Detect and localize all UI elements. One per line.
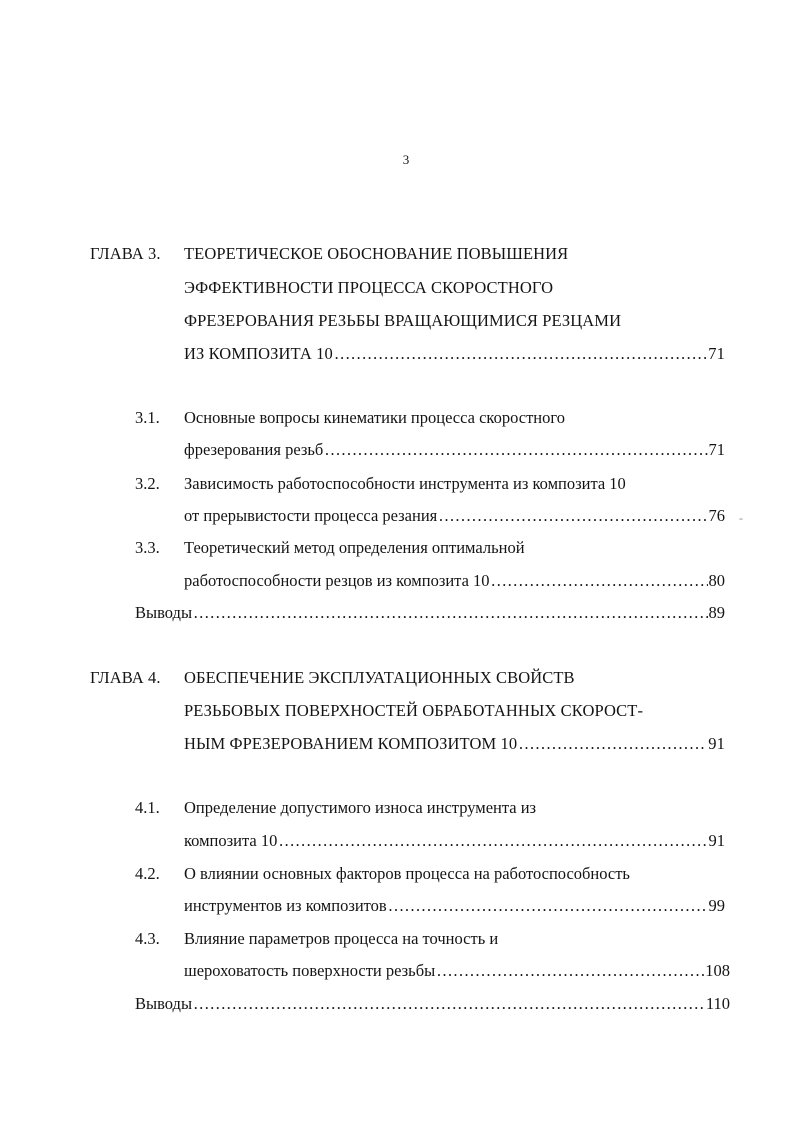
section-3-3-page: 80 bbox=[708, 571, 725, 590]
chapter-3-title-line-4 bbox=[184, 344, 725, 364]
section-3-1-title-text: фрезерования резьб bbox=[184, 440, 324, 459]
section-4-3-title-line-2 bbox=[184, 961, 730, 981]
section-3-2-title-line-1: Зависимость работоспособности инструмента из композита 10 bbox=[184, 474, 626, 493]
leader-dots bbox=[436, 961, 704, 981]
chapter-3-conclusions-page: 89 bbox=[708, 603, 725, 622]
section-4-2-title-line-1: О влиянии основных факторов процесса на работоспособность bbox=[184, 864, 630, 883]
section-4-1-title-line-2 bbox=[184, 831, 725, 851]
leader-dots bbox=[334, 344, 707, 364]
section-3-2-page: 76 bbox=[708, 506, 725, 525]
section-4-2-title-text: инструментов из композитов bbox=[184, 896, 387, 915]
section-3-3-title-text: работоспособности резцов из композита 10 bbox=[184, 571, 490, 590]
chapter-3-title-line-1: ТЕОРЕТИЧЕСКОЕ ОБОСНОВАНИЕ ПОВЫШЕНИЯ bbox=[184, 244, 569, 263]
section-4-1-title-line-1: Определение допустимого износа инструмента из bbox=[184, 798, 537, 817]
leader-dots bbox=[518, 734, 707, 754]
section-4-3-title-line-1: Влияние параметров процесса на точность и bbox=[184, 929, 499, 948]
chapter-4-title-line-3 bbox=[184, 734, 725, 754]
section-3-3-title-line-2 bbox=[184, 571, 725, 591]
section-4-3-page: 108 bbox=[705, 961, 730, 980]
leader-dots bbox=[438, 506, 707, 526]
section-4-1-title-text: композита 10 bbox=[184, 831, 278, 850]
leader-dots bbox=[278, 831, 707, 851]
section-3-1-page: 71 bbox=[708, 440, 725, 459]
leader-dots bbox=[193, 603, 707, 623]
chapter-4-conclusions-page: 110 bbox=[705, 994, 730, 1013]
chapter-4-title-line-2: РЕЗЬБОВЫХ ПОВЕРХНОСТЕЙ ОБРАБОТАННЫХ СКОРОСТ- bbox=[184, 701, 644, 720]
section-4-1-number: 4.1. bbox=[135, 798, 160, 817]
chapter-4-page: 91 bbox=[708, 734, 725, 753]
section-3-2-title-text: от прерывистости процесса резания bbox=[184, 506, 438, 525]
chapter-3-conclusions bbox=[135, 603, 725, 623]
section-4-3-title-text: шероховатость поверхности резьбы bbox=[184, 961, 436, 980]
leader-dots bbox=[324, 440, 707, 460]
chapter-4-label: ГЛАВА 4. bbox=[90, 668, 161, 687]
chapter-3-title-text: ИЗ КОМПОЗИТА 10 bbox=[184, 344, 333, 363]
leader-dots bbox=[388, 896, 708, 916]
chapter-4-conclusions bbox=[135, 994, 730, 1014]
section-4-2-page: 99 bbox=[708, 896, 725, 915]
chapter-3-title-line-2: ЭФФЕКТИВНОСТИ ПРОЦЕССА СКОРОСТНОГО bbox=[184, 278, 554, 297]
section-4-2-number: 4.2. bbox=[135, 864, 160, 883]
chapter-3-label: ГЛАВА 3. bbox=[90, 244, 161, 263]
section-4-2-title-line-2 bbox=[184, 896, 725, 916]
chapter-4-title-line-1: ОБЕСПЕЧЕНИЕ ЭКСПЛУАТАЦИОННЫХ СВОЙСТВ bbox=[184, 668, 575, 687]
section-4-3-number: 4.3. bbox=[135, 929, 160, 948]
section-3-3-number: 3.3. bbox=[135, 538, 160, 557]
chapter-3-page: 71 bbox=[708, 344, 725, 363]
section-3-3-title-line-1: Теоретический метод определения оптимальной bbox=[184, 538, 525, 557]
section-3-1-title-line-1: Основные вопросы кинематики процесса скоростного bbox=[184, 408, 565, 427]
scan-mark: - bbox=[739, 511, 743, 525]
section-4-1-page: 91 bbox=[708, 831, 725, 850]
page-number: 3 bbox=[402, 152, 410, 167]
section-3-2-title-line-2 bbox=[184, 506, 725, 526]
section-3-1-title-line-2 bbox=[184, 440, 725, 460]
chapter-3-title-line-3: ФРЕЗЕРОВАНИЯ РЕЗЬБЫ ВРАЩАЮЩИМИСЯ РЕЗЦАМИ bbox=[184, 311, 622, 330]
leader-dots bbox=[193, 994, 705, 1014]
chapter-4-conclusions-label: Выводы bbox=[135, 994, 193, 1013]
section-3-2-number: 3.2. bbox=[135, 474, 160, 493]
chapter-4-title-text: НЫМ ФРЕЗЕРОВАНИЕМ КОМПОЗИТОМ 10 bbox=[184, 734, 518, 753]
leader-dots bbox=[491, 571, 708, 591]
chapter-3-conclusions-label: Выводы bbox=[135, 603, 193, 622]
section-3-1-number: 3.1. bbox=[135, 408, 160, 427]
